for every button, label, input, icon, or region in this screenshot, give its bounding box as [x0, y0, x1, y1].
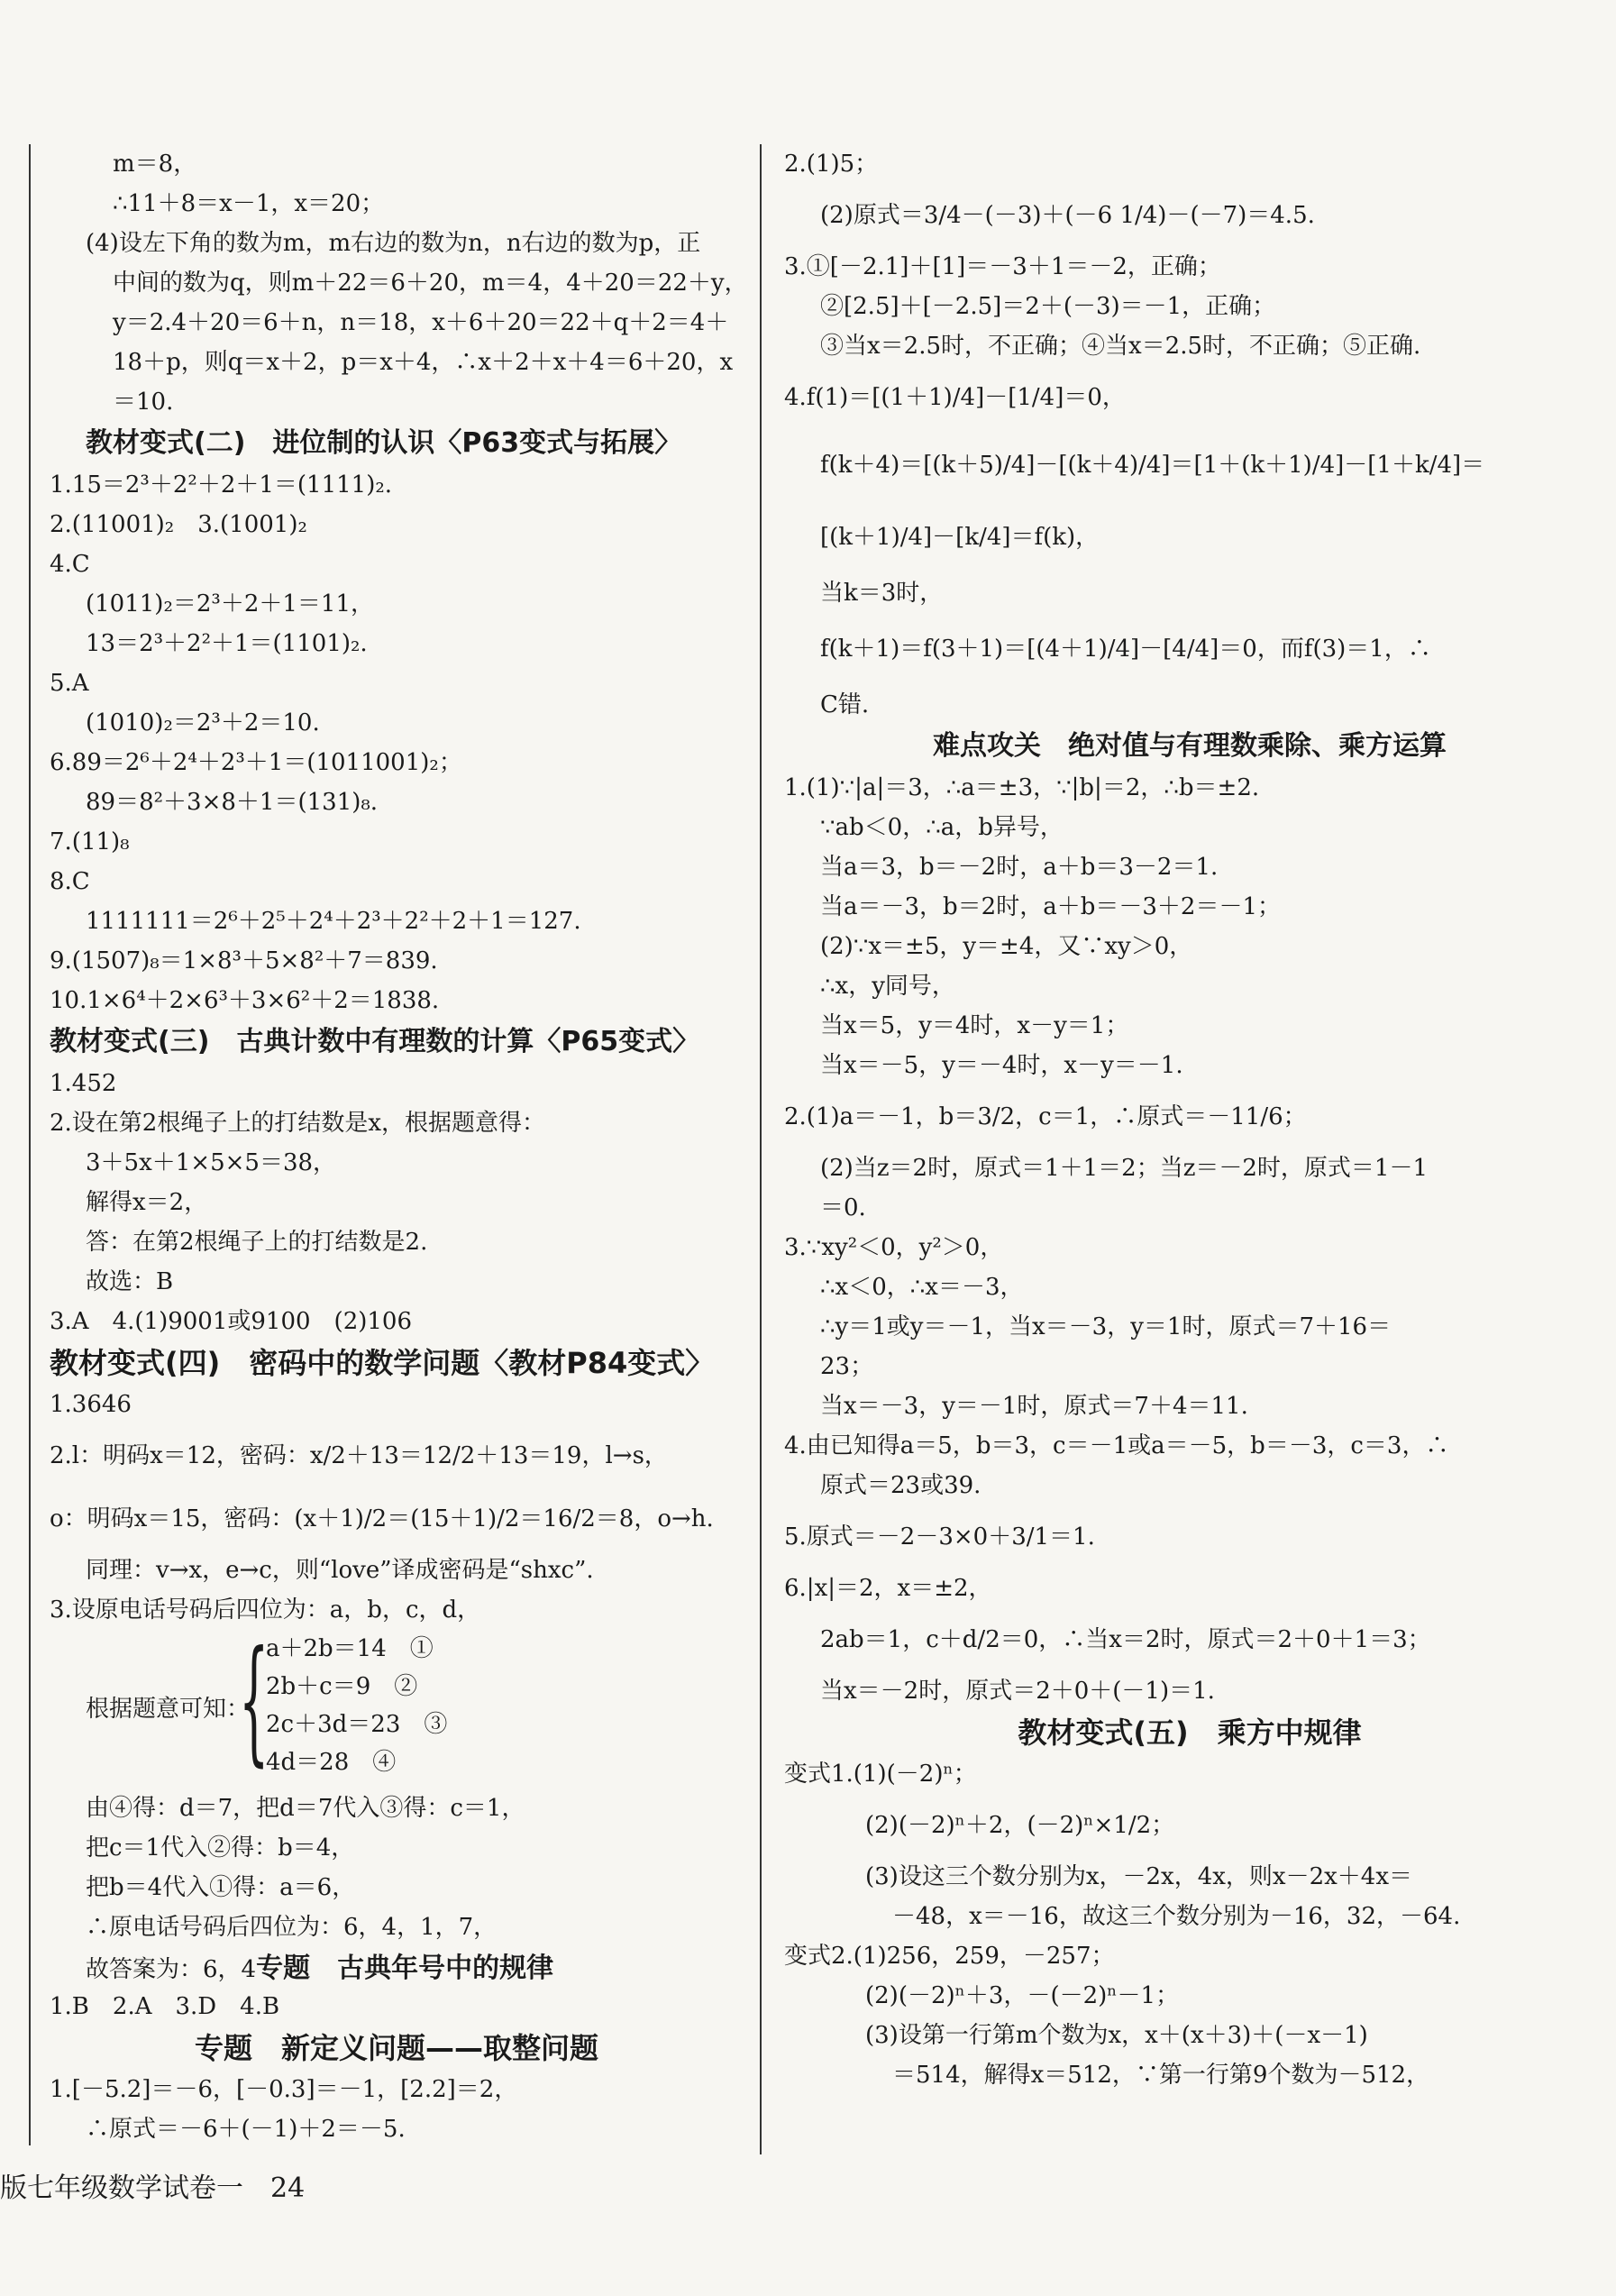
text-line: 1.[－5.2]＝－6，[－0.3]＝－1，[2.2]＝2，: [50, 2076, 518, 2103]
text-line: 5.A: [50, 670, 89, 697]
text-line: 3＋5x＋1×5×5＝38，: [86, 1149, 337, 1176]
equation-line: 2c＋3d＝23 ③: [266, 1711, 448, 1738]
text-line: 2.(11001)₂ 3.(1001)₂: [50, 511, 307, 538]
text-line: 中间的数为q，则m＋22＝6＋20，m＝4，4＋20＝22＋y，: [113, 270, 748, 297]
section-heading: 教材变式(三) 古典计数中有理数的计算〈P65变式〉: [50, 1026, 700, 1057]
text-line: ∴y＝1或y＝－1，当x＝－3，y＝1时，原式＝7＋16＝: [820, 1313, 1392, 1340]
text-line: (4)设左下角的数为m，m右边的数为n，n右边的数为p，正: [86, 230, 701, 257]
right-column: [784, 144, 1595, 2095]
text-line: 根据题意可知：: [86, 1696, 251, 1723]
text-line: 2.(1)a＝－1，b＝3/2，c＝1，∴原式＝－11/6；: [784, 1103, 1307, 1130]
text-line: (1011)₂＝2³＋2＋1＝11，: [86, 590, 375, 617]
text-line: ＝10.: [113, 389, 174, 416]
text-line: 3.A 4.(1)9001或9100 (2)106: [50, 1308, 413, 1335]
text-line: 1.B 2.A 3.D 4.B: [50, 1993, 280, 2020]
text-line: 23；: [820, 1353, 874, 1380]
text-line: 7.(11)₈: [50, 828, 130, 855]
text-line: (1010)₂＝2³＋2＝10.: [86, 709, 320, 736]
text-line: 当x＝－5，y＝－4时，x－y＝－1.: [820, 1052, 1183, 1079]
text-line: 3.①[－2.1]＋[1]＝－3＋1＝－2，正确；: [784, 253, 1221, 280]
text-line: ∴x＜0，∴x＝－3，: [820, 1274, 1024, 1301]
text-line: [(k＋1)/4]－[k/4]＝f(k)，: [820, 524, 1100, 551]
text-line: 1.3646: [50, 1391, 132, 1418]
text-line: 18＋p，则q＝x＋2，p＝x＋4，∴x＋2＋x＋4＝6＋20，x: [113, 349, 734, 376]
text-line: ∴原式＝－6＋(－1)＋2＝－5.: [86, 2116, 406, 2143]
text-line: 1.(1)∵|a|＝3，∴a＝±3，∵|b|＝2，∴b＝±2.: [784, 774, 1260, 801]
text-line: 4.由已知得a＝5，b＝3，c＝－1或a＝－5，b＝－3，c＝3，∴: [784, 1432, 1449, 1459]
text-line: 把c＝1代入②得：b＝4，: [86, 1834, 355, 1861]
text-line: (2)∵x＝±5，y＝±4，又∵xy＞0，: [820, 933, 1193, 960]
text-line: 当x＝－2时，原式＝2＋0＋(－1)＝1.: [820, 1678, 1215, 1705]
text-line: f(k＋4)＝[(k＋5)/4]－[(k＋4)/4]＝[1＋(k＋1)/4]－[1＋k/4]＝: [820, 452, 1485, 479]
equation-line: 2b＋c＝9 ②: [266, 1673, 418, 1700]
text-line: 答：在第2根绳子上的打结数是2.: [86, 1229, 428, 1256]
system-equations: [266, 1630, 447, 1781]
column-divider: [760, 144, 762, 2154]
text-line: (2)(－2)ⁿ＋3，－(－2)ⁿ－1；: [865, 1982, 1180, 2009]
text-line: 89＝8²＋3×8＋1＝(131)₈.: [86, 789, 379, 816]
text-line: 5.原式＝－2－3×0＋3/1＝1.: [784, 1523, 1095, 1550]
text-line: C错.: [820, 691, 870, 718]
text-line: (2)原式＝3/4－(－3)＋(－6 1/4)－(－7)＝4.5.: [820, 202, 1315, 229]
text-line: 变式2.(1)256，259，－257；: [784, 1943, 1115, 1970]
text-line: 由④得：d＝7，把d＝7代入③得：c＝1，: [86, 1795, 525, 1822]
text-line: 当k＝3时，: [820, 580, 944, 607]
text-line: 当a＝－3，b＝2时，a＋b＝－3＋2＝－1；: [820, 893, 1281, 920]
text-line: 1111111＝2⁶＋2⁵＋2⁴＋2³＋2²＋2＋1＝127.: [86, 908, 581, 935]
text-line: 当x＝－3，y＝－1时，原式＝7＋4＝11.: [820, 1393, 1248, 1420]
text-line: 6.89＝2⁶＋2⁴＋2³＋1＝(1011001)₂；: [50, 749, 462, 776]
section-heading: 专题 新定义问题——取整问题: [194, 2031, 598, 2065]
text-line: 原式＝23或39.: [820, 1472, 981, 1499]
text-line: 1.15＝2³＋2²＋2＋1＝(1111)₂.: [50, 471, 393, 499]
text-line: (2)(－2)ⁿ＋2，(－2)ⁿ×1/2；: [865, 1812, 1175, 1839]
section-heading: 难点攻关 绝对值与有理数乘除、乘方运算: [933, 730, 1447, 762]
text-line: ＝0.: [820, 1194, 866, 1221]
section-heading: 教材变式(二) 进位制的认识〈P63变式与拓展〉: [86, 427, 682, 459]
equation-line: a＋2b＝14 ①: [266, 1635, 434, 1662]
brace-symbol: {: [239, 1623, 269, 1779]
text-line: [50, 1947, 744, 1987]
text-line: 4.f(1)＝[(1＋1)/4]－[1/4]＝0，: [784, 384, 1126, 411]
text-line: 13＝2³＋2²＋1＝(1101)₂.: [86, 630, 368, 657]
text-line: ∴原电话号码后四位为：6，4，1，7，: [86, 1914, 498, 1941]
text-line: (3)设这三个数分别为x，－2x，4x，则x－2x＋4x＝: [865, 1863, 1412, 1890]
text-line: 当x＝5，y＝4时，x－y＝1；: [820, 1012, 1129, 1039]
text-line: (2)当z＝2时，原式＝1＋1＝2；当z＝－2时，原式＝1－1: [820, 1155, 1429, 1182]
text-line: 9.(1507)₈＝1×8³＋5×8²＋7＝839.: [50, 947, 438, 974]
left-margin-rule: [29, 144, 31, 2145]
text-line: 3.设原电话号码后四位为：a，b，c，d，: [50, 1596, 481, 1624]
text-line: 2ab＝1，c＋d/2＝0，∴当x＝2时，原式＝2＋0＋1＝3；: [820, 1626, 1431, 1653]
text-line: 6.|x|＝2，x＝±2，: [784, 1575, 992, 1602]
text-line: 10.1×6⁴＋2×6³＋3×6²＋2＝1838.: [50, 987, 440, 1014]
text-line: 2.(1)5；: [784, 151, 879, 178]
section-heading: 教材变式(五) 乘方中规律: [1018, 1715, 1362, 1750]
text-line: －48，x＝－16，故这三个数分别为－16，32，－64.: [892, 1903, 1461, 1930]
text-line: ＝514，解得x＝512，∵第一行第9个数为－512，: [892, 2062, 1430, 2089]
text-line: 3.∵xy²＜0，y²＞0，: [784, 1234, 1004, 1261]
text-line: ∵ab＜0，∴a，b异号，: [820, 814, 1064, 841]
left-column: [50, 144, 748, 2149]
text-line: 8.C: [50, 868, 90, 895]
text-line: 4.C: [50, 551, 90, 578]
equation-system: [50, 1623, 744, 1788]
text-line: ∴x，y同号，: [820, 973, 955, 1000]
text-line: 故选：B: [86, 1268, 174, 1295]
text-line: 2.l：明码x＝12，密码：x/2＋13＝12/2＋13＝19，l→s，: [50, 1442, 668, 1469]
page-footer: 版七年级数学试卷一 24: [0, 2173, 306, 2204]
section-heading: 教材变式(四) 密码中的数学问题〈教材P84变式〉: [50, 1346, 715, 1380]
text-line: 变式1.(1)(－2)ⁿ；: [784, 1761, 977, 1788]
text-line: y＝2.4＋20＝6＋n，n＝18，x＋6＋20＝22＋q＋2＝4＋: [113, 309, 729, 336]
text-line: ②[2.5]＋[－2.5]＝2＋(－3)＝－1，正确；: [820, 293, 1276, 320]
text-line: 1.452: [50, 1070, 117, 1097]
answer-text: 故答案为：6，4: [86, 1956, 257, 1983]
text-line: f(k＋1)＝f(3＋1)＝[(4＋1)/4]－[4/4]＝0，而f(3)＝1，∴: [820, 636, 1431, 663]
text-line: ③当x＝2.5时，不正确；④当x＝2.5时，不正确；⑤正确.: [820, 333, 1421, 360]
text-line: 解得x＝2，: [86, 1189, 208, 1216]
text-line: o：明码x＝15，密码：(x＋1)/2＝(15＋1)/2＝16/2＝8，o→h.: [50, 1505, 714, 1532]
text-line: 当a＝3，b＝－2时，a＋b＝3－2＝1.: [820, 854, 1219, 881]
text-line: (3)设第一行第m个数为x，x＋(x＋3)＋(－x－1): [865, 2022, 1368, 2049]
text-line: 2.设在第2根绳子上的打结数是x，根据题意得：: [50, 1110, 546, 1137]
text-line: m＝8，: [113, 151, 197, 178]
text-line: 把b＝4代入①得：a＝6，: [86, 1874, 356, 1901]
text-line: 同理：v→x，e→c，则“love”译成密码是“shxc”.: [86, 1557, 594, 1584]
section-heading: 专题 古典年号中的规律: [256, 1953, 554, 1984]
equation-line: 4d＝28 ④: [266, 1749, 397, 1776]
text-line: ∴11＋8＝x－1，x＝20；: [113, 190, 385, 217]
